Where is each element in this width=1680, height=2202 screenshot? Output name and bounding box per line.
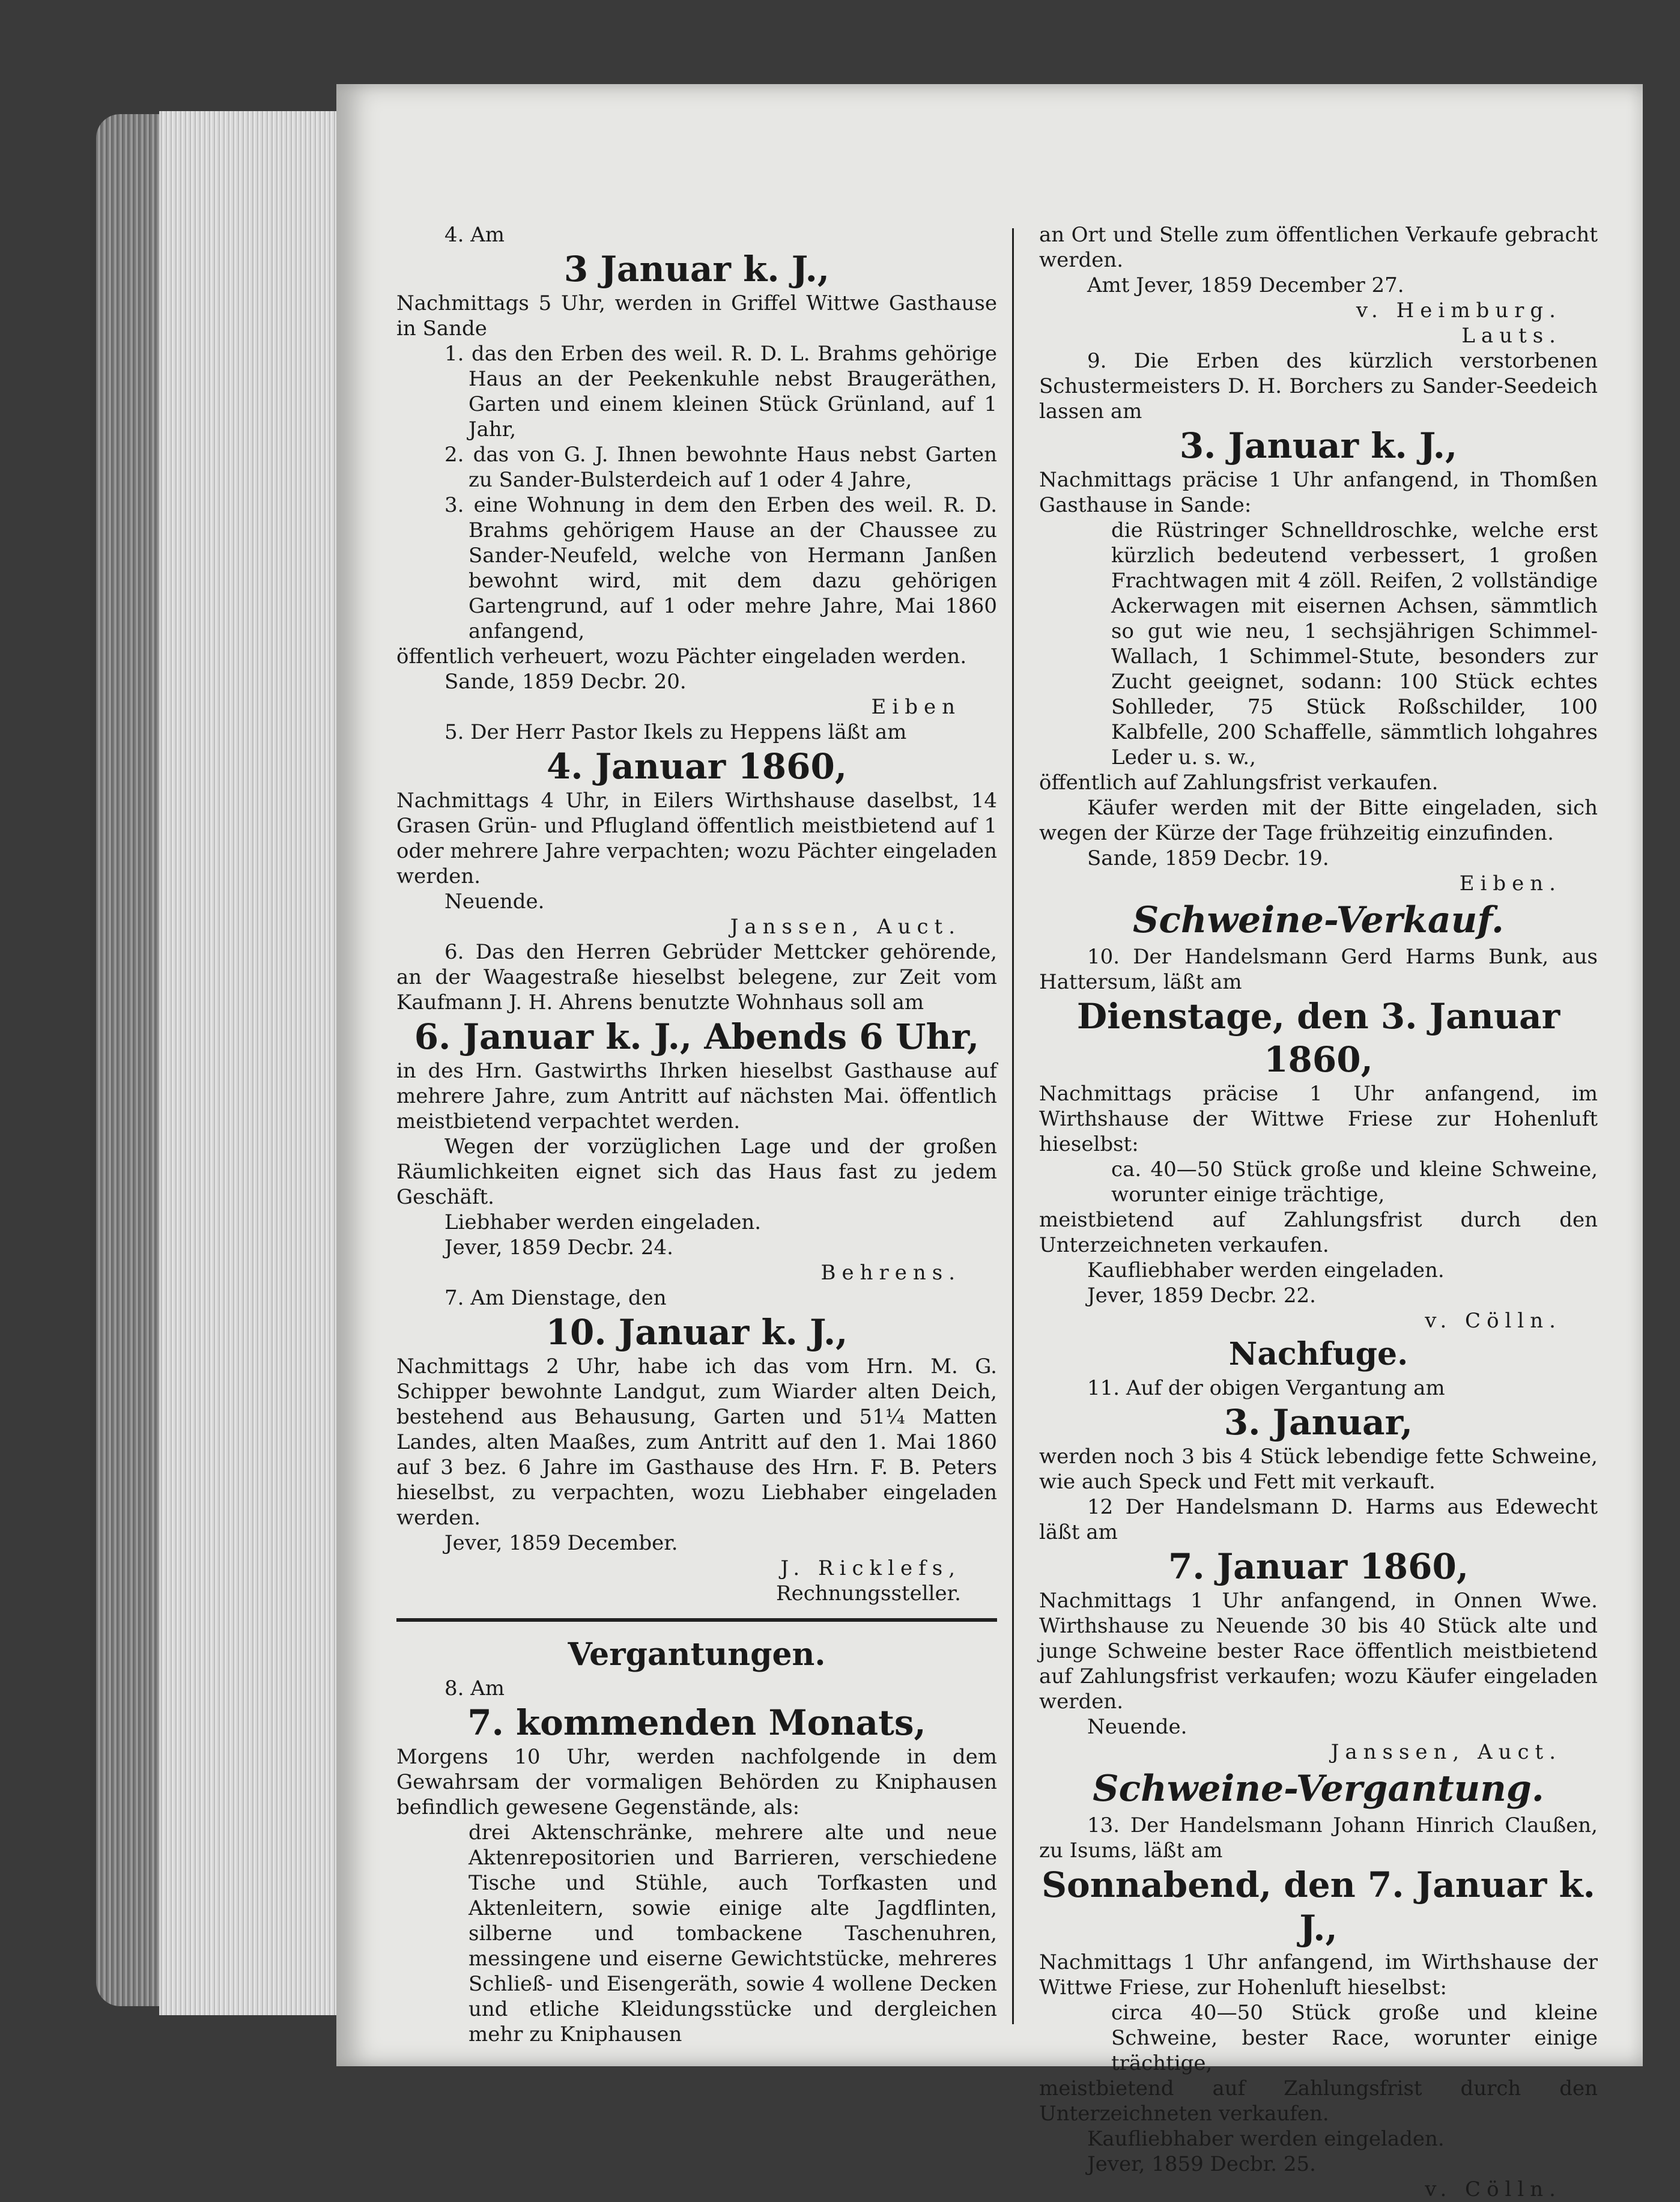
- notice-4-intro: 4. Am: [444, 223, 505, 247]
- notice-8-text: Morgens 10 Uhr, werden nachfolgende in dem Gewahrsam der vormaligen Behörden zu Kniphausen befindlich gewesene Gegenstände, als:: [396, 1745, 997, 1819]
- notice-10-text: Nachmittags präcise 1 Uhr anfangend, im Wirthshause der Wittwe Friese zur Hohenluft hieselbst:: [1039, 1082, 1598, 1156]
- notice-13-signature: v. Cölln.: [1425, 2177, 1562, 2201]
- notice-4-place: Sande, 1859 Decbr. 20.: [444, 670, 687, 694]
- notice-8-signature-2: Lauts.: [1461, 324, 1562, 348]
- left-column: [396, 222, 997, 2047]
- notice-13-place: Jever, 1859 Decbr. 25.: [1087, 2152, 1316, 2176]
- notice-5-place: Neuende.: [444, 890, 545, 914]
- notice-8-list: drei Aktenschränke, mehrere alte und neue Aktenrepositorien und Barrieren, verschiedene Tische und Stühle, auch Torfkasten und Aktenleitern, sowie einige alte Jagdflinten, silberne und tombackene Taschenuhren, messingene und eiserne Gewichtstücke, mehreres Schließ- und Eisengeräth, sowie 4 wollene Decken und etliche Kleidungsstücke und dergleichen mehr zu Kniphausen: [469, 1821, 997, 2046]
- notice-8-signature: v. Heimburg.: [1356, 299, 1562, 323]
- notice-13-text2: Kaufliebhaber werden eingeladen.: [1087, 2127, 1445, 2151]
- right-column: [1039, 222, 1598, 2202]
- notice-5-text: Nachmittags 4 Uhr, in Eilers Wirthshause daselbst, 14 Grasen Grün- und Pflugland öffentlich meistbietend auf 1 oder mehrere Jahre verpachten; wozu Pächter eingeladen werden.: [396, 789, 998, 888]
- notice-10-outro: meistbietend auf Zahlungsfrist durch den Unterzeichneten verkaufen.: [1039, 1208, 1598, 1257]
- section-rule: [396, 1618, 997, 1622]
- notice-10-text2: Kaufliebhaber werden eingeladen.: [1087, 1258, 1445, 1282]
- notice-4-item-2: 2. das von G. J. Ihnen bewohnte Haus nebst Garten zu Sander-Bulsterdeich auf 1 oder 4 Jahre,: [444, 443, 997, 492]
- notice-8-intro: 8. Am: [444, 1676, 505, 1700]
- column-divider: [1012, 228, 1014, 2024]
- page-edges: [159, 111, 339, 2015]
- notice-9-signature: Eiben.: [1459, 872, 1562, 896]
- notice-4-date: 3 Januar k. J.,: [563, 249, 830, 290]
- notice-7-intro: 7. Am Dienstage, den: [444, 1286, 667, 1310]
- notice-9-place: Sande, 1859 Decbr. 19.: [1087, 846, 1329, 870]
- notice-9-list: die Rüstringer Schnelldroschke, welche erst kürzlich bedeutend verbessert, 1 großen Frachtwagen mit 4 zöll. Reifen, 2 vollständige Ackerwagen mit eisernen Achsen, sämmtlich so gut wie neu, 1 sechsjährigen Schimmel-Wallach, 1 Schimmel-Stute, besonders zur Zucht geeignet, sodann: 100 Stück echtes Sohlleder, 75 Stück Roßschilder, 100 Kalbfelle, 200 Schaffelle, sämmtlich lohgahres Leder u. s. w.,: [1111, 518, 1598, 769]
- notice-11-intro: 11. Auf der obigen Vergantung am: [1087, 1376, 1445, 1400]
- notice-10-signature: v. Cölln.: [1425, 1309, 1562, 1333]
- notice-10-intro: 10. Der Handelsmann Gerd Harms Bunk, aus Hattersum, läßt am: [1039, 945, 1598, 994]
- notice-13-outro: meistbietend auf Zahlungsfrist durch den Unterzeichneten verkaufen.: [1039, 2076, 1598, 2126]
- notice-13-date: Sonnabend, den 7. Januar k. J.,: [1042, 1864, 1595, 1949]
- notice-6-intro: 6. Das den Herren Gebrüder Mettcker gehörende, an der Waagestraße hieselbst belegene, zur Zeit vom Kaufmann J. H. Ahrens benutzte Wohnhaus soll am: [396, 940, 997, 1015]
- notice-13-text: Nachmittags 1 Uhr anfangend, im Wirthshause der Wittwe Friese, zur Hohenluft hieselbst:: [1039, 1950, 1598, 2000]
- notice-11-date: 3. Januar,: [1224, 1402, 1413, 1443]
- notice-9-intro: 9. Die Erben des kürzlich verstorbenen Schustermeisters D. H. Borchers zu Sander-Seedeich lassen am: [1039, 349, 1598, 423]
- notice-9-text2: Käufer werden mit der Bitte eingeladen, sich wegen der Kürze der Tage frühzeitig einzufinden.: [1039, 796, 1598, 845]
- notice-4-outro: öffentlich verheuert, wozu Pächter eingeladen werden.: [396, 645, 967, 669]
- notice-11-text: werden noch 3 bis 4 Stück lebendige fette Schweine, wie auch Speck und Fett mit verkauft.: [1039, 1445, 1598, 1494]
- notice-12-text: Nachmittags 1 Uhr anfangend, in Onnen Wwe. Wirthshause zu Neuende 30 bis 40 Stück alte und junge Schweine bester Race öffentlich meistbietend auf Zahlungsfrist verkaufen; wozu Käufer eingeladen werden.: [1039, 1589, 1598, 1714]
- notice-8-place: Amt Jever, 1859 December 27.: [1087, 273, 1404, 297]
- notice-10-place: Jever, 1859 Decbr. 22.: [1087, 1284, 1316, 1308]
- notice-6-text: in des Hrn. Gastwirths Ihrken hieselbst Gasthause auf mehrere Jahre, zum Antritt auf nächsten Mai. öffentlich meistbietend verpachtet werden.: [396, 1059, 997, 1133]
- notice-6-place: Jever, 1859 Decbr. 24.: [444, 1236, 673, 1260]
- notice-7-text: Nachmittags 2 Uhr, habe ich das vom Hrn. M. G. Schipper bewohnte Landgut, zum Wiarder alten Deich, bestehend aus Behausung, Garten und 51¼ Matten Landes, alten Maaßes, zum Antritt auf den 1. Mai 1860 auf 3 bez. 6 Jahre im Gasthause des Hrn. F. B. Peters hieselbst, zu verpachten, wozu Liebhaber eingeladen werden.: [396, 1354, 997, 1530]
- notice-9-date: 3. Januar k. J.,: [1179, 425, 1458, 466]
- notice-7-place: Jever, 1859 December.: [444, 1531, 678, 1555]
- notice-4-signature: Eiben: [871, 695, 961, 719]
- notice-6-text3: Liebhaber werden eingeladen.: [444, 1210, 762, 1234]
- notice-13-list: circa 40—50 Stück große und kleine Schweine, bester Race, worunter einige trächtige,: [1111, 2001, 1598, 2075]
- notice-5-date: 4. Januar 1860,: [546, 746, 848, 787]
- notice-12-date: 7. Januar 1860,: [1168, 1546, 1469, 1587]
- notice-6-signature: Behrens.: [820, 1261, 961, 1285]
- notice-12-intro: 12 Der Handelsmann D. Harms aus Edewecht läßt am: [1039, 1495, 1598, 1544]
- notice-8-continued: an Ort und Stelle zum öffentlichen Verkaufe gebracht werden.: [1039, 223, 1598, 272]
- notice-13-intro: 13. Der Handelsmann Johann Hinrich Claußen, zu Isums, läßt am: [1039, 1813, 1598, 1863]
- notice-7-signature: J. Ricklefs,: [780, 1556, 961, 1580]
- notice-10-list: ca. 40—50 Stück große und kleine Schweine, worunter einige trächtige,: [1111, 1157, 1598, 1207]
- notice-6-date: 6. Januar k. J., Abends 6 Uhr,: [414, 1016, 980, 1057]
- section-heading-nachfuge: Nachfuge.: [1228, 1336, 1409, 1372]
- notice-12-signature: Janssen, Auct.: [1330, 1740, 1562, 1764]
- notice-7-date: 10. Januar k. J.,: [545, 1312, 848, 1353]
- notice-9-outro: öffentlich auf Zahlungsfrist verkaufen.: [1039, 771, 1439, 795]
- notice-4-text: Nachmittags 5 Uhr, werden in Griffel Wittwe Gasthause in Sande: [396, 291, 997, 341]
- notice-9-text: Nachmittags präcise 1 Uhr anfangend, in Thomßen Gasthause in Sande:: [1039, 468, 1598, 517]
- notice-7-signature-role: Rechnungssteller.: [776, 1582, 961, 1606]
- notice-5-intro: 5. Der Herr Pastor Ikels zu Heppens läßt am: [444, 720, 907, 744]
- section-heading-schweine-verkauf: Schweine-Verkauf.: [1133, 899, 1504, 941]
- section-heading-vergantungen: Vergantungen.: [568, 1636, 826, 1673]
- section-heading-schweine-vergantung: Schweine-Vergantung.: [1093, 1768, 1544, 1810]
- notice-10-date: Dienstage, den 3. Januar 1860,: [1076, 996, 1560, 1080]
- notice-4-item-3: 3. eine Wohnung in dem den Erben des weil. R. D. Brahms gehörigem Hause an der Chaussee zu Sander-Neufeld, welche von Hermann Janßen bewohnt wird, mit dem dazu gehörigen Gartengrund, auf 1 oder mehre Jahre, Mai 1860 anfangend,: [444, 493, 997, 643]
- notice-6-text2: Wegen der vorzüglichen Lage und der großen Räumlichkeiten eignet sich das Haus fast zu jedem Geschäft.: [396, 1135, 997, 1209]
- notice-12-place: Neuende.: [1087, 1715, 1187, 1739]
- notice-8-date: 7. kommenden Monats,: [467, 1702, 926, 1743]
- notice-4-item-1: 1. das den Erben des weil. R. D. L. Brahms gehörige Haus an der Peekenkuhle nebst Braugeräthen, Garten und einem kleinen Stück Grünland, auf 1 Jahr,: [444, 342, 997, 441]
- notice-5-signature: Janssen, Auct.: [730, 915, 961, 939]
- newspaper-page: [336, 84, 1643, 2201]
